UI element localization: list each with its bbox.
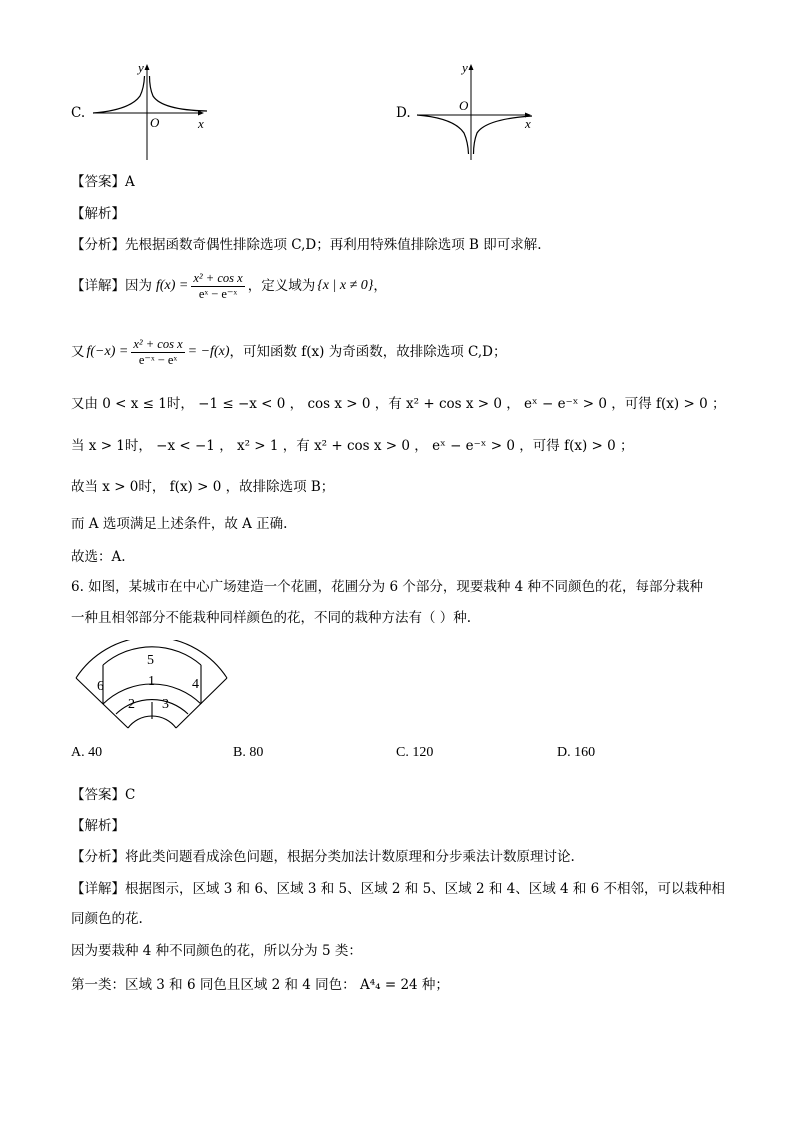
q5-line3: 又由 0 < x ≤ 1时， −1 ≤ −x < 0 ， cos x > 0 ，有 x² + cos x > 0 ， eˣ − e⁻ˣ > 0 ，可得 f(x) > 0 ；: [71, 396, 726, 412]
q5-frac2-den: e⁻ˣ − eˣ: [138, 352, 178, 367]
q5-detail-tag: 【详解】因为: [71, 278, 152, 294]
c-curve-right: [150, 76, 208, 111]
q5-fraction-2: [131, 337, 184, 368]
q6-detail-4: 第一类：区域 3 和 6 同色且区域 2 和 4 同色： A⁴₄ = 24 种；: [71, 977, 449, 993]
region-label-2: 2: [128, 697, 135, 712]
c-y-label: y: [138, 60, 144, 75]
region-label-6: 6: [97, 679, 104, 694]
q5-domain-set: {x | x ≠ 0}: [317, 278, 374, 293]
q5-neg-f: = −f(x): [187, 344, 230, 359]
q5-domain-text: ，定义域为: [247, 278, 316, 294]
q5-frac2-num: x² + cos x: [133, 336, 183, 351]
q6-stem-line2: 一种且相邻部分不能栽种同样颜色的花，不同的栽种方法有（ ）种.: [71, 610, 472, 626]
region-label-3: 3: [162, 697, 169, 712]
d-y-label: y: [462, 60, 468, 75]
q5-analysis-tag: 【解析】: [71, 206, 125, 222]
q6-detail-3: 因为要栽种 4 种不同颜色的花，所以分为 5 类：: [71, 943, 362, 959]
option-d-graph: [414, 58, 539, 162]
d-curve-left: [417, 115, 469, 154]
flower-bed-diagram: [72, 640, 232, 730]
q5-odd-line: [71, 332, 506, 372]
q6-fenxi: 【分析】将此类问题看成涂色问题，根据分类加法计数原理和分步乘法计数原理讨论.: [71, 849, 575, 865]
q5-domain-end: ，: [373, 278, 387, 294]
d-x-label: x: [525, 116, 531, 131]
region-label-1: 1: [148, 674, 155, 689]
q5-fenxi: 【分析】先根据函数奇偶性排除选项 C,D；再利用特殊值排除选项 B 即可求解.: [71, 237, 542, 253]
option-c-label: C.: [71, 105, 86, 121]
q5-detail-line: [71, 266, 387, 306]
region-label-4: 4: [192, 677, 199, 692]
q5-f-neg: f(−x) =: [86, 344, 129, 359]
c-curve-left: [93, 76, 145, 113]
q6-option-d: D. 160: [557, 745, 596, 760]
c-origin-label: O: [150, 115, 160, 130]
q6-analysis-tag: 【解析】: [71, 818, 125, 834]
q5-frac1-num: x² + cos x: [193, 270, 243, 285]
q6-option-b: B. 80: [233, 745, 264, 760]
option-d-label: D.: [396, 105, 411, 121]
option-c-graph: [90, 58, 215, 162]
q5-fx: f(x) =: [156, 278, 189, 293]
q5-line2-end: ，可知函数 f(x) 为奇函数，故排除选项 C,D；: [229, 344, 507, 360]
region-label-5: 5: [147, 653, 154, 668]
q5-line7: 故选：A.: [71, 549, 126, 565]
q5-line6: 而 A 选项满足上述条件，故 A 正确.: [71, 516, 288, 532]
q6-detail-1: 【详解】根据图示，区域 3 和 6、区域 3 和 5、区域 2 和 5、区域 2 和 4、区域 4 和 6 不相邻，可以栽种相: [71, 881, 726, 897]
q6-option-a: A. 40: [71, 745, 103, 760]
q5-line4: 当 x > 1时， −x < −1 ， x² > 1 ，有 x² + cos x > 0 ， eˣ − e⁻ˣ > 0 ，可得 f(x) > 0 ；: [71, 438, 634, 454]
q5-frac1-den: eˣ − e⁻ˣ: [198, 286, 238, 301]
q6-answer: 【答案】C: [71, 787, 136, 803]
q5-fraction-1: [191, 271, 244, 302]
q6-option-c: C. 120: [396, 745, 434, 760]
c-x-label: x: [198, 116, 204, 131]
q5-answer: 【答案】A: [71, 174, 135, 190]
d-origin-label: O: [459, 98, 469, 113]
q5-line2-start: 又: [71, 344, 85, 360]
q5-line5: 故当 x > 0时， f(x) > 0 ，故排除选项 B；: [71, 479, 335, 495]
d-curve-right: [474, 116, 533, 154]
q6-stem-line1: 6. 如图，某城市在中心广场建造一个花圃，花圃分为 6 个部分，现要栽种 4 种不同颜色的花，每部分栽种: [71, 579, 704, 595]
q6-detail-2: 同颜色的花.: [71, 911, 143, 927]
